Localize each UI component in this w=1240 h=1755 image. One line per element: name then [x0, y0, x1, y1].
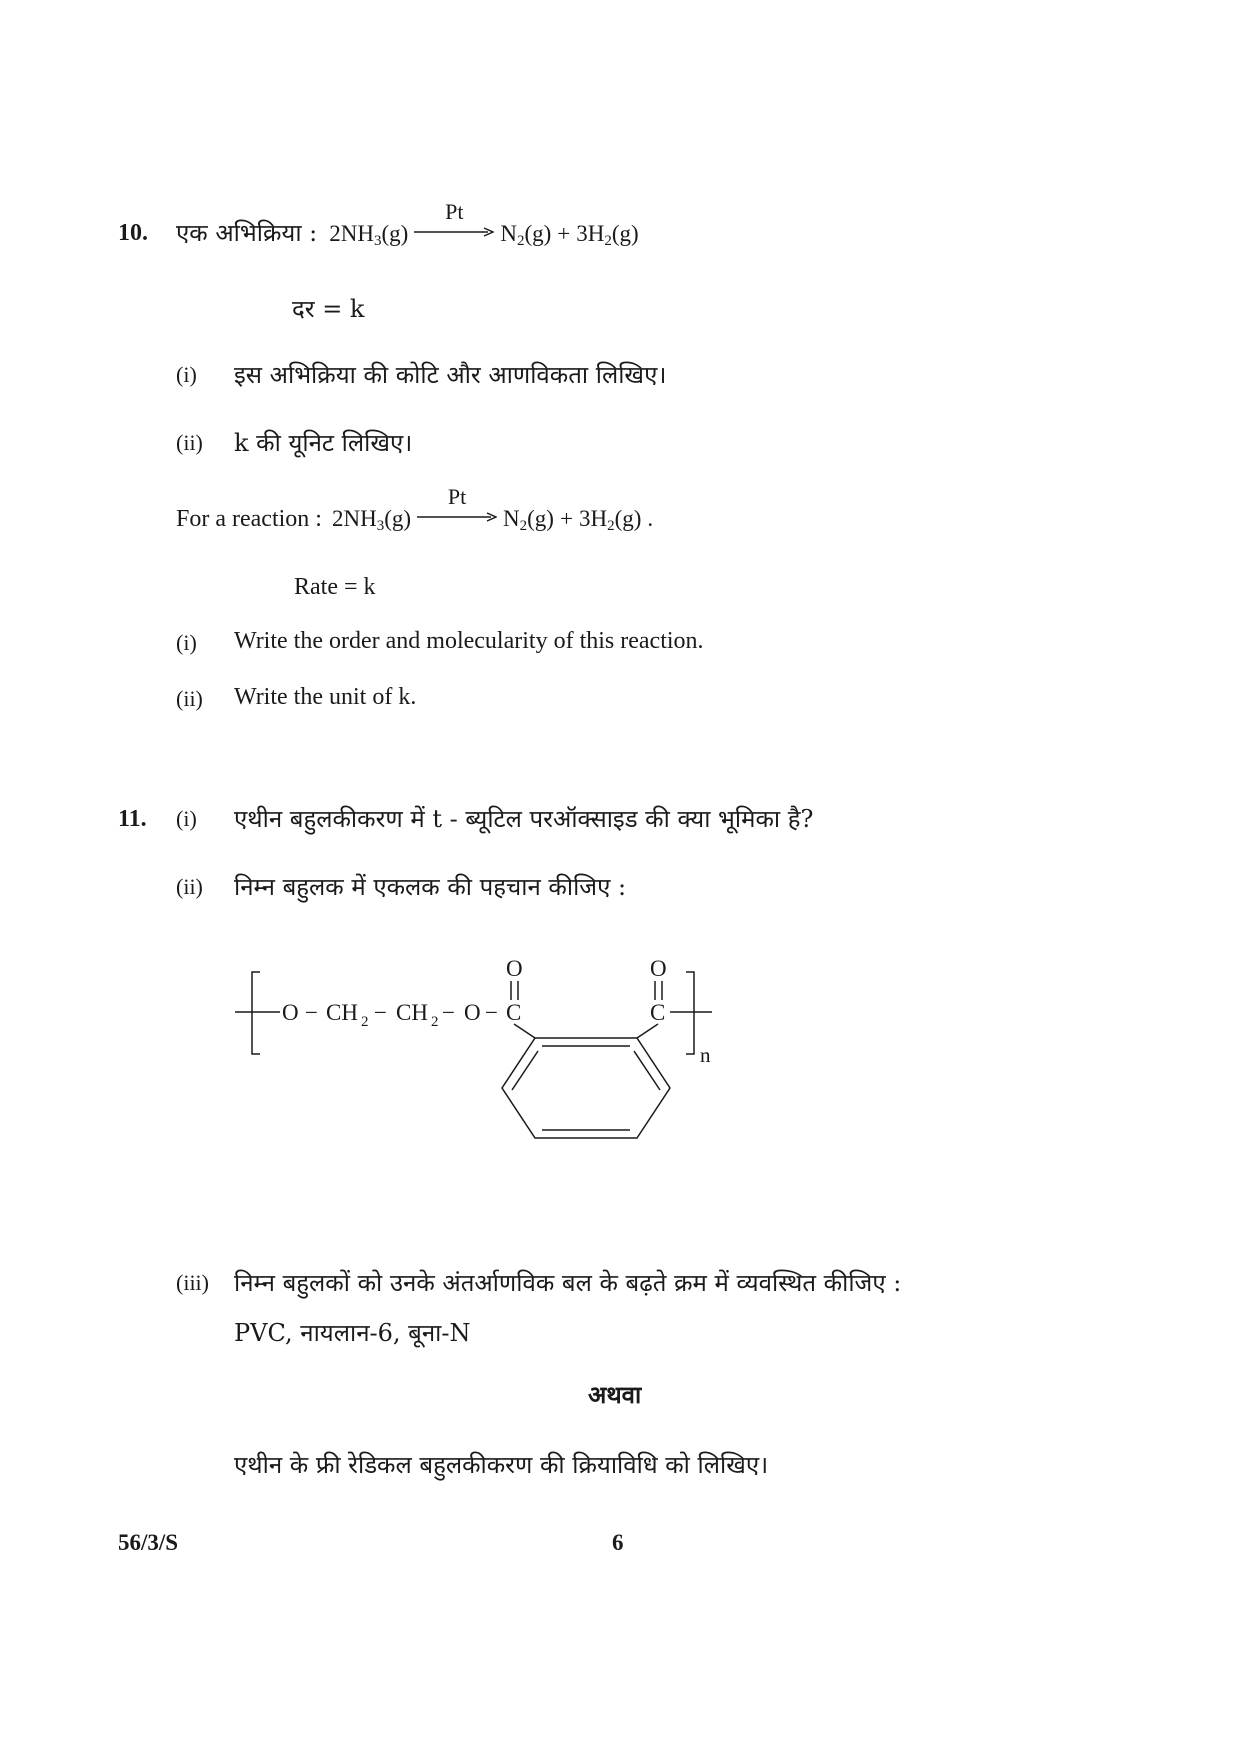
q11-part-i-text: एथीन बहुलकीकरण में t - ब्यूटिल परऑक्साइड की क्या भूमिका है? — [234, 805, 814, 833]
reactant: $2NH_3(g)$ — [331, 506, 412, 534]
q10-hindi-part-ii-label: (ii) — [176, 430, 203, 455]
paper-code: 56/3/S — [118, 1530, 179, 1555]
reactant: $2NH_3(g)$ — [329, 221, 409, 249]
catalyst-label: Pt — [447, 484, 467, 509]
polymer-structure — [230, 950, 730, 1150]
right-arrow-icon — [417, 512, 497, 522]
chain-oxygen-1: O — [282, 1000, 299, 1025]
plus-sign: + — [559, 506, 573, 531]
q11-polymer-list: PVC, नायलान-6, बूना-N — [234, 1319, 471, 1347]
repeat-subscript-n: n — [700, 1043, 711, 1067]
q10-english-part-i-label: (i) — [176, 630, 197, 655]
q10-hindi-part-i-text: इस अभिक्रिया की कोटि और आणविकता लिखिए। — [234, 361, 667, 389]
ring-bond-right — [637, 1024, 658, 1038]
page-number: 6 — [612, 1530, 624, 1555]
ring-double-bond-left — [512, 1051, 538, 1090]
q10-hindi-rate: दर = k — [292, 295, 365, 323]
plus-sign: + — [557, 221, 571, 246]
q11-part-ii-label: (ii) — [176, 874, 203, 899]
right-bracket — [686, 972, 694, 1054]
q10-hindi-intro: एक अभिक्रिया : — [176, 219, 318, 247]
ring-double-bond-right — [634, 1051, 660, 1090]
q11-or-text: एथीन के फ्री रेडिकल बहुलकीकरण की क्रियाविधि को लिखिए। — [234, 1451, 769, 1479]
q10-english-reaction-line — [176, 484, 654, 534]
reaction-arrow — [414, 199, 494, 241]
carbonyl-carbon-left: C — [506, 1000, 522, 1025]
ring-bond-left — [514, 1024, 535, 1038]
reaction-arrow — [417, 484, 497, 526]
q11-part-iii-text: निम्न बहुलकों को उनके अंतर्आणविक बल के बढ़ते क्रम में व्यवस्थित कीजिए : — [234, 1269, 902, 1297]
product-h2: $3H_2(g)$ — [578, 506, 642, 534]
or-heading: अथवा — [588, 1380, 642, 1409]
carbonyl-carbon-right: C — [650, 1000, 666, 1025]
left-bracket — [252, 972, 260, 1054]
product-n2: $N_2(g)$ — [500, 221, 552, 249]
q10-english-part-ii-label: (ii) — [176, 686, 203, 711]
q10-hindi-equation — [329, 199, 639, 249]
q11-part-ii-text: निम्न बहुलक में एकलक की पहचान कीजिए : — [234, 873, 627, 901]
chain-ch2-1-sub: 2 — [361, 1014, 369, 1030]
carbonyl-oxygen-left: O — [506, 956, 523, 981]
q10-english-equation — [331, 484, 654, 534]
chain-dash-4: − — [485, 1000, 498, 1025]
chain-dash-3: − — [442, 1000, 455, 1025]
chain-oxygen-2: O — [464, 1000, 481, 1025]
chain-ch2-2-sub: 2 — [431, 1014, 439, 1030]
q10-hindi-part-i-label: (i) — [176, 362, 197, 387]
catalyst-label: Pt — [445, 199, 464, 224]
q10-english-rate: Rate = k — [294, 574, 376, 600]
q10-hindi-part-ii-text: k की यूनिट लिखिए। — [234, 429, 413, 457]
right-arrow-icon — [414, 227, 494, 237]
sentence-end: . — [647, 506, 654, 531]
chain-ch2-2: CH — [396, 1000, 428, 1025]
question-11-number: 11. — [118, 806, 147, 832]
question-10-number: 10. — [118, 220, 148, 246]
q10-english-part-i-text: Write the order and molecularity of this reaction. — [234, 628, 704, 654]
chain-dash-1: − — [305, 1000, 318, 1025]
chain-dash-2: − — [374, 1000, 387, 1025]
benzene-ring — [502, 1038, 670, 1138]
q10-english-intro: For a reaction : — [176, 506, 322, 532]
q10-english-part-ii-text: Write the unit of k. — [234, 684, 417, 710]
q11-part-iii-label: (iii) — [176, 1270, 209, 1295]
q10-hindi-reaction-line — [176, 199, 639, 249]
product-n2: $N_2(g)$ — [503, 506, 554, 534]
chain-ch2-1: CH — [326, 1000, 358, 1025]
carbonyl-oxygen-right: O — [650, 956, 667, 981]
q11-part-i-label: (i) — [176, 806, 197, 831]
product-h2: $3H_2(g)$ — [576, 221, 639, 249]
